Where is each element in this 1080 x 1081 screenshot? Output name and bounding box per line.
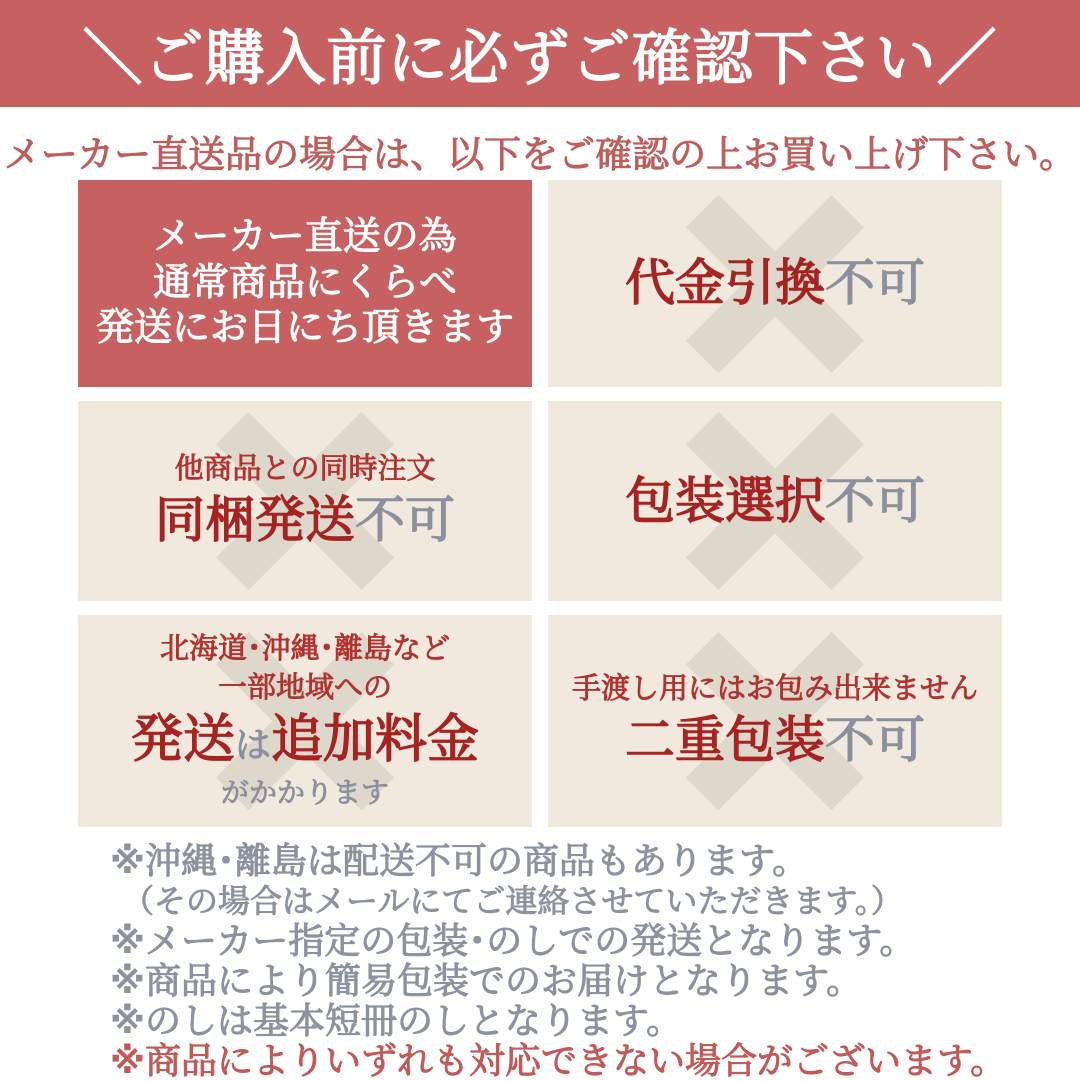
restriction-term: 発送 <box>130 711 235 770</box>
note-item: （その場合はメールにてご連絡させていただきます。） <box>122 883 903 919</box>
restriction-label <box>625 470 925 533</box>
region-note-line: 一部地域への <box>217 671 392 704</box>
note-item: ※商品によりいずれも対応できない場合がございます。 <box>110 1040 1007 1081</box>
fee-suffix-label: がかかります <box>220 777 389 809</box>
restriction-term: 追加料金 <box>271 711 480 770</box>
notice-line: 通常商品にくらべ <box>152 261 457 304</box>
note-item: ※沖縄･離島は配送不可の商品もあります。 <box>110 840 809 881</box>
notice-line: 発送にお日にち頂きます <box>95 307 514 350</box>
header-banner <box>0 0 1080 107</box>
box-cash-on-delivery <box>548 180 1002 387</box>
box-double-wrapping <box>548 615 1002 827</box>
restriction-label <box>131 708 479 773</box>
subtitle: メーカー直送品の場合は、以下をご確認の上お買い上げ下さい。 <box>3 134 1077 175</box>
box-bundled-shipping <box>78 401 532 601</box>
box-gift-wrap-selection <box>548 401 1002 601</box>
box-additional-shipping-fee <box>78 615 532 827</box>
notice-line: メーカー直送の為 <box>153 216 457 259</box>
not-allowed-label: 不可 <box>825 472 925 529</box>
notice-grid <box>78 180 1002 827</box>
restriction-note: 他商品との同時注文 <box>174 453 436 486</box>
note-item: ※商品により簡易包装でのお届けとなります。 <box>110 960 863 1001</box>
header-title: ＼ご購入前に必ずご確認下さい／ <box>82 24 998 92</box>
box-direct-shipping-notice <box>78 180 532 387</box>
not-allowed-label: 不可 <box>825 255 925 312</box>
note-item: ※メーカー指定の包装･のしでの発送となります。 <box>110 920 916 961</box>
restriction-note: 手渡し用にはお包み出来ません <box>571 673 978 706</box>
restriction-label <box>572 709 978 772</box>
restriction-term: 代金引換 <box>625 255 825 312</box>
note-item: ※のしは基本短冊のしとなります。 <box>110 1000 683 1041</box>
particle-label: は <box>234 724 271 766</box>
notes-list <box>110 841 1050 1081</box>
not-allowed-label: 不可 <box>355 492 455 549</box>
restriction-label <box>155 489 455 552</box>
restriction-term: 同梱発送 <box>155 492 355 549</box>
region-note-line: 北海道･沖縄･離島など <box>159 632 450 665</box>
restriction-label <box>625 252 925 315</box>
restriction-term: 包装選択 <box>625 472 825 529</box>
not-allowed-label: 不可 <box>824 712 925 769</box>
restriction-term: 二重包装 <box>624 712 825 769</box>
